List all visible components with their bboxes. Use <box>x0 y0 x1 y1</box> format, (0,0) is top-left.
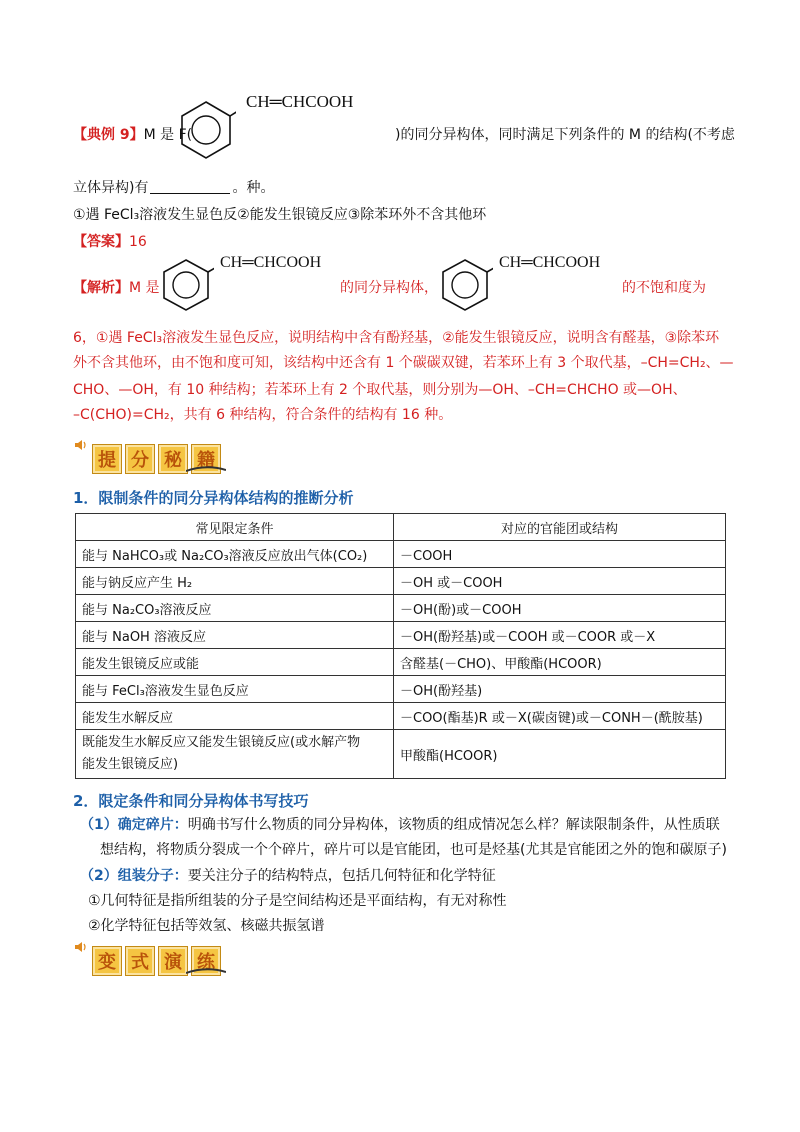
table-cell: －OH(酚羟基)或－COOH 或－COOR 或－X <box>394 622 726 649</box>
table-cell: 能发生银镜反应或能 <box>76 649 394 676</box>
badge-bianshi-yanlian <box>74 940 224 976</box>
formula-side-chain: CH═CHCOOH <box>246 92 354 111</box>
conditions-table <box>75 513 726 779</box>
answer-blank <box>150 179 230 194</box>
table-row <box>76 730 726 779</box>
table-cell: 能发生水解反应 <box>76 703 394 730</box>
table-cell: 甲酸酯(HCOOR) <box>394 730 726 779</box>
badge-char: 式 <box>125 946 155 976</box>
analysis-a1: M 是 <box>129 280 160 296</box>
analysis-line-2: 外不含其他环，由不饱和度可知，该结构中还含有 1 个碳碳双键，若苯环上有 3 个取代基，–CH=CH₂、— <box>73 355 734 371</box>
example-line-1 <box>73 125 192 145</box>
example-line-2 <box>73 178 274 198</box>
example-line2-b: 。种。 <box>232 180 275 196</box>
analysis-line-4: –C(CHO)=CH₂，共有 6 种结构，符合条件的结构有 16 种。 <box>73 407 453 423</box>
analysis-a3: 的不饱和度为 <box>622 280 706 296</box>
example-structure-1 <box>176 92 396 162</box>
table-row <box>76 568 726 595</box>
benzene-ring-icon <box>437 252 493 314</box>
table-cell: －COOH <box>394 541 726 568</box>
answer-tag: 【答案】 <box>73 234 129 250</box>
section-2-p4: ②化学特征包括等效氢、核磁共振氢谱 <box>88 918 325 934</box>
section-2-p1-cont: 想结构，将物质分裂成一个个碎片，碎片可以是官能团，也可是烃基(尤其是官能团之外的饱和碳原子) <box>100 842 727 858</box>
example-tag: 【典例 9】 <box>73 127 144 143</box>
badge-char: 练 <box>191 946 221 976</box>
section-1-title: 1．限制条件的同分异构体结构的推断分析 <box>73 489 354 507</box>
table-cell-line: 能发生银镜反应) <box>82 757 179 772</box>
table-cell-line: 既能发生水解反应又能发生银镜反应(或水解产物 <box>82 735 361 750</box>
table-cell: 能与 NaHCO₃或 Na₂CO₃溶液反应放出气体(CO₂) <box>76 541 394 568</box>
speaker-icon <box>74 940 88 954</box>
table-cell: 能与 Na₂CO₃溶液反应 <box>76 595 394 622</box>
badge-char: 籍 <box>191 444 221 474</box>
analysis-structure-1 <box>158 252 348 314</box>
table-cell: －COO(酯基)R 或－X(碳卤键)或－CONH－(酰胺基) <box>394 703 726 730</box>
example-lead: M 是 F( <box>143 127 193 143</box>
table-row <box>76 676 726 703</box>
table-cell: 能与 FeCl₃溶液发生显色反应 <box>76 676 394 703</box>
badge-char: 秘 <box>158 444 188 474</box>
example-conditions: ①遇 FeCl₃溶液发生显色反②能发生银镜反应③除苯环外不含其他环 <box>73 207 487 223</box>
badge-char: 分 <box>125 444 155 474</box>
table-cell: 能与钠反应产生 H₂ <box>76 568 394 595</box>
table-cell: －OH 或－COOH <box>394 568 726 595</box>
table-row <box>76 622 726 649</box>
section-2-p1 <box>80 815 720 835</box>
table-row <box>76 649 726 676</box>
answer-value: 16 <box>129 234 147 250</box>
analysis-tag: 【解析】 <box>73 280 129 296</box>
p2-label: （2）组装分子： <box>80 868 188 884</box>
table-row <box>76 595 726 622</box>
badge-char: 变 <box>92 946 122 976</box>
badge-char: 演 <box>158 946 188 976</box>
answer-line <box>73 232 147 252</box>
p1-label: （1）确定碎片： <box>80 817 188 833</box>
swoosh-decoration <box>186 966 226 974</box>
analysis-formula-2: CH═CHCOOH <box>499 254 601 271</box>
example-tail: )的同分异构体，同时满足下列条件的 M 的结构(不考虑 <box>395 127 735 143</box>
table-header: 常见限定条件 <box>76 514 394 541</box>
table-header: 对应的官能团或结构 <box>394 514 726 541</box>
table-row <box>76 541 726 568</box>
example-line2-a: 立体异构)有 <box>73 180 149 196</box>
section-2-p2 <box>80 866 496 886</box>
section-2-p3: ①几何特征是指所组装的分子是空间结构还是平面结构，有无对称性 <box>88 893 507 909</box>
table-cell: －OH(酚)或－COOH <box>394 595 726 622</box>
analysis-line-head <box>73 278 160 298</box>
speaker-icon <box>74 438 88 452</box>
table-row <box>76 703 726 730</box>
table-cell: 含醛基(－CHO)、甲酸酯(HCOOR) <box>394 649 726 676</box>
p1-text: 明确书写什么物质的同分异构体，该物质的组成情况怎么样？解读限制条件，从性质联 <box>187 817 720 833</box>
table-cell <box>76 730 394 779</box>
section-2-title: 2．限定条件和同分异构体书写技巧 <box>73 792 309 810</box>
swoosh-decoration <box>186 464 226 472</box>
table-header-row <box>76 514 726 541</box>
analysis-structure-2 <box>437 252 637 314</box>
analysis-line-1: 6，①遇 FeCl₃溶液发生显色反应，说明结构中含有酚羟基，②能发生银镜反应，说明含有醛基，③除苯环 <box>73 330 720 346</box>
analysis-formula-1: CH═CHCOOH <box>220 254 322 271</box>
table-cell: 能与 NaOH 溶液反应 <box>76 622 394 649</box>
badge-tifen-miji <box>74 438 224 474</box>
analysis-line-3: CHO、—OH，有 10 种结构；若苯环上有 2 个取代基，则分别为—OH、–CH=CHCHO 或—OH、 <box>73 382 687 398</box>
analysis-a2: 的同分异构体， <box>340 280 438 296</box>
badge-char: 提 <box>92 444 122 474</box>
benzene-ring-icon <box>158 252 214 314</box>
table-cell: －OH(酚羟基) <box>394 676 726 703</box>
p2-text: 要关注分子的结构特点，包括几何特征和化学特征 <box>187 868 496 884</box>
